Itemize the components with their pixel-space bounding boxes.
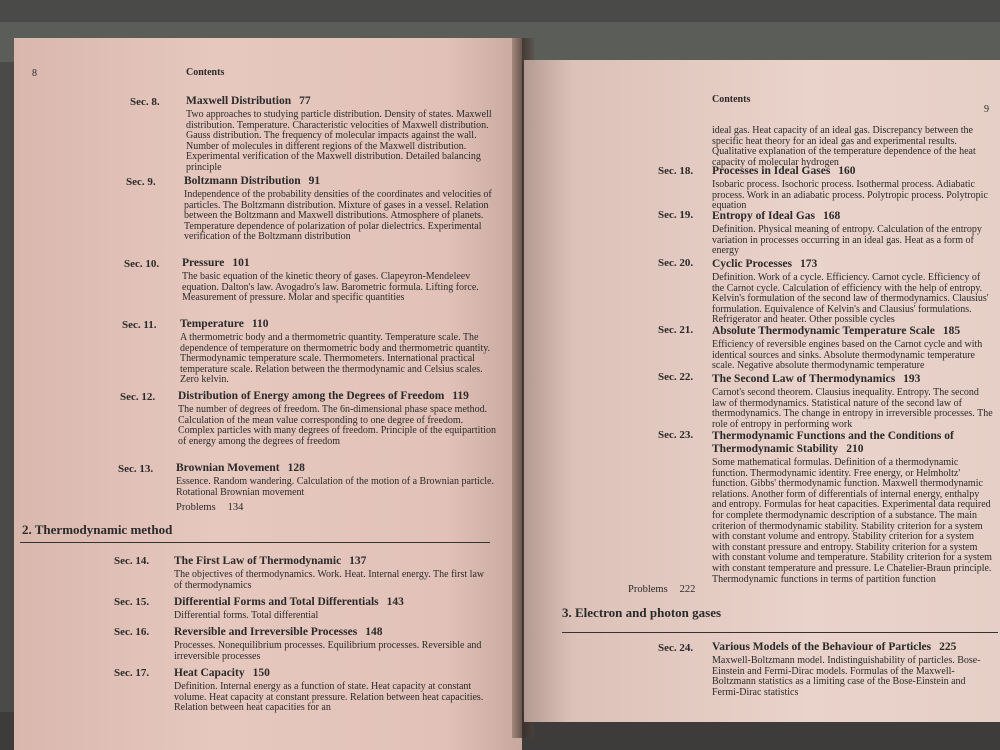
entry-page: 185 <box>942 325 961 337</box>
chapter-title: 2. Thermodynamic method <box>22 522 173 537</box>
running-head-right: Contents <box>712 94 751 105</box>
entry-page: 210 <box>846 443 864 455</box>
problems-page: 134 <box>227 502 244 513</box>
sec-number: Sec. 23. <box>658 429 694 441</box>
page-number-left: 8 <box>32 68 37 79</box>
entry-description: Processes. Nonequilibrium processes. Equilibrium processes. Reversible and irreversible processes <box>174 640 482 662</box>
entry-title-text: Cyclic Processes <box>712 258 792 270</box>
entry-title-text: Distribution of Energy among the Degrees of Freedom <box>178 390 445 402</box>
entry-description: Maxwell-Boltzmann model. Indistinguishability of particles. Bose-Einstein and Fermi-Dirac models. Formulas of the Maxwell-Boltzmann statistics as a limiting case of the Bose-Einstein and Fermi-Dirac statistics <box>712 655 981 698</box>
toc-entry <box>182 257 504 304</box>
problems-line <box>628 584 695 595</box>
toc-entry <box>174 596 492 622</box>
chapter-rule <box>20 542 490 543</box>
sec-number: Sec. 19. <box>658 209 694 221</box>
entry-page: 160 <box>838 165 856 177</box>
toc-entry <box>712 641 994 698</box>
entry-description: Essence. Random wandering. Calculation of the motion of a Brownian particle. Rotational Brownian movement <box>176 476 494 498</box>
sec-number: Sec. 20. <box>658 257 694 269</box>
entry-title-text: Temperature <box>180 318 244 330</box>
toc-entry <box>712 210 994 257</box>
sec-number: Sec. 22. <box>658 371 694 383</box>
entry-page: 143 <box>386 596 404 608</box>
toc-entry <box>176 462 500 498</box>
toc-entry <box>178 390 502 447</box>
entry-page: 193 <box>903 373 921 385</box>
left-page <box>14 38 522 750</box>
entry-title-text: The Second Law of Thermodynamics <box>712 373 896 385</box>
entry-description: Independence of the probability densities of the coordinates and velocities of particles. The Boltzmann distribution. Mixture of gases in a vessel. Relation between the Boltzmann and Maxwell distributions. Atmosphere of planets. Temperature dependence of polarization of polar dielectrics. Experimental verification of the Boltzmann distribution <box>184 189 492 243</box>
entry-title <box>186 95 504 108</box>
entry-page: 110 <box>251 318 269 330</box>
entry-description: The number of degrees of freedom. The 6n-dimensional phase space method. Calculation of the mean value corresponding to one degree of freedom. Complex particles with many degrees of freedom. Principle of the equipartition of energy among the degrees of freedom <box>178 404 496 447</box>
entry-description: A thermometric body and a thermometric quantity. Temperature scale. The dependence of temperature on thermometric body and thermometric quantity. Thermodynamic temperature scale. Thermometers. International practical temperature scale. Relation between the thermodynamic and Celsius scales. Zero kelvin. <box>180 332 491 386</box>
entry-title-text: Brownian Movement <box>176 462 280 474</box>
sec-number: Sec. 21. <box>658 324 694 336</box>
entry-description: Two approaches to studying particle distribution. Density of states. Maxwell distribution. Temperature. Characteristic velocities of Maxwell distribution. Gauss distribution. The frequency of molecular impacts against the wall. Number of molecules in different regions of the Maxwell distribution. Experimental verification of the Maxwell distribution. Detailed balancing principle <box>186 109 492 173</box>
sec-number: Sec. 18. <box>658 165 694 177</box>
running-head-left: Contents <box>186 67 225 78</box>
entry-title-text: Thermodynamic Functions and the Conditions of Thermodynamic Stability <box>712 430 954 455</box>
sec-number: Sec. 13. <box>118 463 154 475</box>
sec-number: Sec. 17. <box>114 667 150 679</box>
chapter-title: 3. Electron and photon gases <box>562 605 722 620</box>
sec-number: Sec. 15. <box>114 596 150 608</box>
entry-page: 225 <box>939 641 957 653</box>
entry-description: Definition. Physical meaning of entropy. Calculation of the entropy variation in processes occurring in an ideal gas. Heat as a form of energy <box>712 224 982 257</box>
entry-description: The basic equation of the kinetic theory of gases. Clapeyron-Mendeleev equation. Dalton's law. Avogadro's law. Barometric formula. Lifting force. Measurement of pressure. Molar and specific quantities <box>182 271 479 304</box>
entry-description: Definition. Internal energy as a function of state. Heat capacity at constant volume. Heat capacity at constant pressure. Relation between heat capacities. Relation between heat capacities for an <box>174 681 484 714</box>
entry-page: 91 <box>308 175 321 187</box>
problems-label: Problems <box>628 584 668 595</box>
problems-line <box>176 502 243 513</box>
toc-entry <box>174 626 492 662</box>
entry-title-text: Differential Forms and Total Differentials <box>174 596 379 608</box>
entry-title-text: Reversible and Irreversible Processes <box>174 626 358 638</box>
entry-title-text: Various Models of the Behaviour of Particles <box>712 641 932 653</box>
toc-entry <box>712 373 994 430</box>
entry-description: The objectives of thermodynamics. Work. Heat. Internal energy. The first law of thermodynamics <box>174 569 485 591</box>
entry-page: 173 <box>799 258 818 270</box>
entry-title-text: Entropy of Ideal Gas <box>712 210 815 222</box>
entry-title-text: Boltzmann Distribution <box>184 175 301 187</box>
sec-number: Sec. 14. <box>114 555 150 567</box>
page-number-right: 9 <box>984 104 989 115</box>
entry-page: 77 <box>299 95 311 107</box>
toc-entry <box>186 95 504 174</box>
sec-number: Sec. 16. <box>114 626 150 638</box>
entry-description: Efficiency of reversible engines based on the Carnot cycle and with identical sources and sinks. Absolute thermodynamic temperature scale. Negative absolute thermodynamic temperature <box>712 339 983 372</box>
sec-number: Sec. 10. <box>124 258 160 270</box>
problems-page: 222 <box>679 584 696 595</box>
toc-entry <box>712 430 994 585</box>
entry-title-text: Pressure <box>182 257 225 269</box>
toc-entry <box>180 318 502 386</box>
toc-entry <box>712 325 994 372</box>
entry-page: 101 <box>232 257 250 269</box>
entry-page: 128 <box>287 462 305 474</box>
problems-label: Problems <box>176 502 216 513</box>
right-page <box>524 60 1000 722</box>
entry-title-text: Maxwell Distribution <box>186 95 292 107</box>
entry-title-text: Heat Capacity <box>174 667 245 679</box>
entry-description: Definition. Work of a cycle. Efficiency. Carnot cycle. Efficiency of the Carnot cycle. Calculation of efficiency with the help of entropy. Kelvin's formulation of the second law of thermodynamics. Clausius' formulation. Equivalence of Kelvin's and Clausius' formulations. Refrigerator and heater. Other possible cycles <box>712 272 989 326</box>
sec-number: Sec. 9. <box>126 176 156 188</box>
entry-description: Differential forms. Total differential <box>174 610 319 621</box>
toc-entry <box>184 175 506 243</box>
sec-number: Sec. 24. <box>658 642 694 654</box>
entry-page: 150 <box>252 667 270 679</box>
toc-entry <box>174 667 492 714</box>
sec-number: Sec. 12. <box>120 391 156 403</box>
toc-entry <box>712 165 994 212</box>
entry-description: Carnot's second theorem. Clausius inequality. Entropy. The second law of thermodynamics. Statistical nature of the second law of thermodynamics. The change in entropy in irreversible processes. The role of entropy in performing work <box>712 387 993 430</box>
sec-number: Sec. 8. <box>130 96 160 108</box>
toc-continuation <box>712 124 994 168</box>
entry-page: 119 <box>452 390 469 402</box>
entry-description: Isobaric process. Isochoric process. Isothermal process. Adiabatic process. Work in an adiabatic process. Polytropic process. Polytropic equation <box>712 179 988 212</box>
entry-page: 148 <box>365 626 383 638</box>
entry-page: 137 <box>349 555 367 567</box>
entry-title-text: The First Law of Thermodynamic <box>174 555 342 567</box>
chapter-rule <box>562 632 998 633</box>
entry-page: 168 <box>822 210 841 222</box>
toc-entry <box>174 555 492 591</box>
entry-description: ideal gas. Heat capacity of an ideal gas. Discrepancy between the specific heat theory for an ideal gas and experimental results. Qualitative explanation of the temperature dependence of the heat capacity of molecular hydrogen <box>712 125 976 168</box>
entry-title-text: Processes in Ideal Gases <box>712 165 831 177</box>
toc-entry <box>712 258 994 326</box>
entry-description: Some mathematical formulas. Definition of a thermodynamic function. Thermodynamic identity. Free energy, or Helmholtz' function. Gibbs' thermodynamic function. Maxwell thermodynamic relations. Another form of differentials of internal energy, enthalpy and entropy. Formulas for heat capacities. Experimental data required for complete thermodynamic description of a substance. The main criterion of thermodynamic stability. Stability criterion for a system with constant volume and entropy. Stability criterion for a system with constant pressure and entropy. Stability criterion for a system with constant volume and temperature. Stability criterion for a system with constant temperature and pressure. Le Chatelier-Braun principle. Thermodynamic functions in terms of partition function <box>712 457 992 585</box>
entry-title-text: Absolute Thermodynamic Temperature Scale <box>712 325 935 337</box>
sec-number: Sec. 11. <box>122 319 157 331</box>
